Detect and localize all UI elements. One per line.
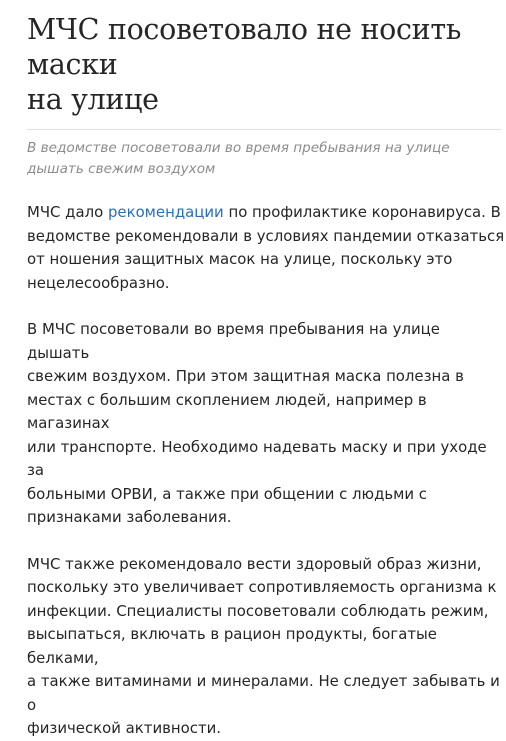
text-line: физической активности. — [27, 719, 222, 737]
text-line: от ношения защитных масок на улице, поскольку это — [27, 250, 453, 268]
text-line: высыпаться, включать в рацион продукты, богатые белками, — [27, 625, 437, 667]
lead-line: дышать свежим воздухом — [27, 161, 216, 177]
title-line: МЧС посоветовало не носить маски — [27, 13, 462, 81]
text-line: свежим воздухом. При этом защитная маска полезна в — [27, 367, 464, 385]
article-title — [27, 12, 505, 117]
paragraph-3 — [27, 553, 505, 741]
text-fragment: МЧС дало — [27, 203, 108, 221]
lead-line: В ведомстве посоветовали во время пребывания на улице — [27, 140, 450, 156]
text-line: МЧС также рекомендовало вести здоровый образ жизни, — [27, 554, 482, 573]
recommendations-link[interactable]: рекомендации — [107, 203, 224, 221]
paragraph-1 — [27, 201, 505, 295]
text-line: а также витаминами и минералами. Не следует забывать и о — [27, 672, 500, 714]
text-line: поскольку это увеличивает сопротивляемость организма к — [27, 578, 497, 596]
text-line: инфекции. Специалисты посоветовали соблюдать режим, — [27, 601, 489, 620]
article — [27, 0, 505, 741]
text-line: нецелесообразно. — [27, 273, 170, 292]
text-line: ведомстве рекомендовали в условиях пандемии отказаться — [27, 226, 505, 245]
text-line: местах с большим скоплением людей, например в магазинах — [27, 390, 427, 432]
text-line: больными ОРВИ, а также при общении с людьми с — [27, 484, 427, 503]
text-line: или транспорте. Необходимо надевать маску и при уходе за — [27, 437, 487, 479]
text-line: В МЧС посоветовали во время пребывания на улице дышать — [27, 320, 440, 362]
text-fragment: по профилактике коронавируса. В — [223, 203, 501, 221]
article-lead — [27, 138, 505, 180]
title-line: на улице — [27, 83, 159, 116]
title-divider — [27, 129, 501, 130]
paragraph-2 — [27, 318, 505, 530]
text-line: признаками заболевания. — [27, 508, 232, 526]
